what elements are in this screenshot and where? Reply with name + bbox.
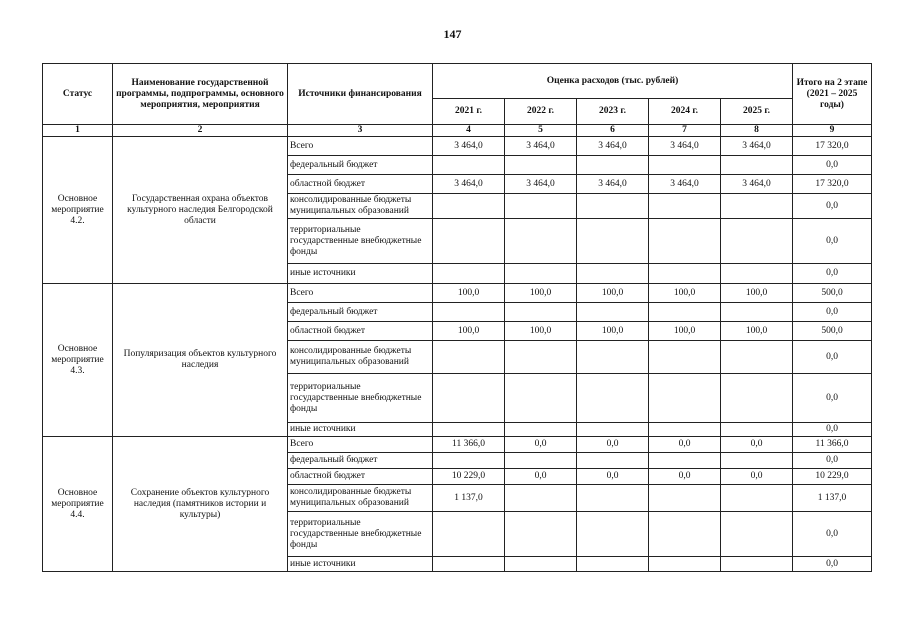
header-year: 2025 г. [721,99,793,125]
year-value-cell [721,453,793,469]
column-number: 5 [505,125,577,137]
funding-source: территориальные государственные внебюджетные фонды [288,219,433,264]
header-row-1 [43,64,872,99]
year-value-cell: 100,0 [649,284,721,303]
year-value-cell [577,453,649,469]
section-status: Основное мероприятие 4.2. [43,137,113,284]
year-value-cell: 0,0 [577,469,649,485]
column-number: 1 [43,125,113,137]
year-value-cell: 0,0 [505,437,577,453]
year-value-cell [721,557,793,572]
total-cell: 11 366,0 [793,437,872,453]
total-cell: 10 229,0 [793,469,872,485]
year-value-cell [649,423,721,437]
total-cell: 0,0 [793,219,872,264]
year-value-cell [721,341,793,374]
year-value-cell [721,156,793,175]
year-value-cell [649,219,721,264]
year-value-cell: 3 464,0 [649,175,721,194]
column-number: 2 [113,125,288,137]
total-cell: 0,0 [793,453,872,469]
year-value-cell [505,341,577,374]
year-value-cell [649,341,721,374]
column-number-row [43,125,872,137]
year-value-cell [577,374,649,423]
funding-source: федеральный бюджет [288,453,433,469]
year-value-cell: 3 464,0 [505,137,577,156]
header-year: 2022 г. [505,99,577,125]
section-status: Основное мероприятие 4.4. [43,437,113,572]
year-value-cell [433,194,505,219]
year-value-cell [577,485,649,512]
section-name: Популяризация объектов культурного наследия [113,284,288,437]
year-value-cell: 0,0 [505,469,577,485]
year-value-cell [577,341,649,374]
year-value-cell [505,557,577,572]
year-value-cell [433,341,505,374]
year-value-cell: 100,0 [721,284,793,303]
total-cell: 17 320,0 [793,137,872,156]
year-value-cell [433,303,505,322]
year-value-cell [577,423,649,437]
total-cell: 0,0 [793,303,872,322]
year-value-cell: 1 137,0 [433,485,505,512]
year-value-cell [505,219,577,264]
table-row [43,137,872,156]
total-cell: 500,0 [793,322,872,341]
funding-source: иные источники [288,423,433,437]
total-cell: 0,0 [793,194,872,219]
year-value-cell [505,423,577,437]
year-value-cell: 3 464,0 [505,175,577,194]
year-value-cell [433,423,505,437]
year-value-cell: 100,0 [505,322,577,341]
table-row [43,284,872,303]
funding-source: консолидированные бюджеты муниципальных образований [288,194,433,219]
total-cell: 0,0 [793,512,872,557]
funding-source: областной бюджет [288,469,433,485]
year-value-cell: 11 366,0 [433,437,505,453]
year-value-cell [649,557,721,572]
column-number: 7 [649,125,721,137]
header-total: Итого на 2 этапе (2021 – 2025 годы) [793,64,872,125]
year-value-cell [433,264,505,284]
year-value-cell [577,557,649,572]
total-cell: 500,0 [793,284,872,303]
funding-source: Всего [288,137,433,156]
year-value-cell [649,512,721,557]
funding-source: иные источники [288,264,433,284]
year-value-cell [433,374,505,423]
funding-source: областной бюджет [288,322,433,341]
total-cell: 0,0 [793,557,872,572]
total-cell: 17 320,0 [793,175,872,194]
header-year: 2023 г. [577,99,649,125]
year-value-cell: 0,0 [577,437,649,453]
total-cell: 0,0 [793,374,872,423]
funding-source: федеральный бюджет [288,156,433,175]
header-estimate: Оценка расходов (тыс. рублей) [433,64,793,99]
year-value-cell [721,194,793,219]
year-value-cell [577,156,649,175]
year-value-cell: 3 464,0 [577,175,649,194]
year-value-cell [577,303,649,322]
year-value-cell: 0,0 [721,437,793,453]
year-value-cell: 100,0 [577,284,649,303]
funding-source: консолидированные бюджеты муниципальных образований [288,341,433,374]
table-body [43,64,872,572]
year-value-cell [433,156,505,175]
year-value-cell [505,303,577,322]
year-value-cell: 3 464,0 [721,137,793,156]
year-value-cell [433,219,505,264]
header-year: 2021 г. [433,99,505,125]
year-value-cell [433,557,505,572]
year-value-cell: 3 464,0 [721,175,793,194]
year-value-cell [721,485,793,512]
year-value-cell [577,264,649,284]
year-value-cell [721,303,793,322]
page-number: 147 [443,27,462,41]
year-value-cell: 100,0 [433,284,505,303]
year-value-cell [577,219,649,264]
year-value-cell [649,485,721,512]
year-value-cell: 100,0 [433,322,505,341]
year-value-cell: 100,0 [649,322,721,341]
year-value-cell [433,512,505,557]
year-value-cell: 3 464,0 [577,137,649,156]
funding-source: федеральный бюджет [288,303,433,322]
header-year: 2024 г. [649,99,721,125]
header-name: Наименование государственной программы, подпрограммы, основного мероприятия, мероприятия [113,64,288,125]
header-status: Статус [43,64,113,125]
section-status: Основное мероприятие 4.3. [43,284,113,437]
year-value-cell: 100,0 [721,322,793,341]
funding-source: иные источники [288,557,433,572]
year-value-cell [505,485,577,512]
column-number: 8 [721,125,793,137]
year-value-cell [721,264,793,284]
total-cell: 0,0 [793,341,872,374]
year-value-cell [577,194,649,219]
year-value-cell: 3 464,0 [433,137,505,156]
year-value-cell: 0,0 [721,469,793,485]
year-value-cell: 100,0 [505,284,577,303]
year-value-cell [505,194,577,219]
year-value-cell [649,194,721,219]
year-value-cell [649,374,721,423]
total-cell: 0,0 [793,264,872,284]
header-source: Источники финансирования [288,64,433,125]
year-value-cell [505,512,577,557]
funding-source: Всего [288,437,433,453]
year-value-cell [505,453,577,469]
column-number: 3 [288,125,433,137]
year-value-cell [721,219,793,264]
year-value-cell [721,423,793,437]
year-value-cell [649,264,721,284]
funding-source: территориальные государственные внебюджетные фонды [288,374,433,423]
year-value-cell [505,264,577,284]
year-value-cell [721,512,793,557]
column-number: 4 [433,125,505,137]
year-value-cell: 100,0 [577,322,649,341]
funding-source: консолидированные бюджеты муниципальных образований [288,485,433,512]
year-value-cell [649,156,721,175]
year-value-cell [505,374,577,423]
funding-source: Всего [288,284,433,303]
column-number: 6 [577,125,649,137]
section-name: Сохранение объектов культурного наследия (памятников истории и культуры) [113,437,288,572]
year-value-cell [649,303,721,322]
year-value-cell: 0,0 [649,469,721,485]
table-row [43,437,872,453]
year-value-cell: 3 464,0 [433,175,505,194]
year-value-cell: 10 229,0 [433,469,505,485]
total-cell: 0,0 [793,423,872,437]
funding-source: территориальные государственные внебюджетные фонды [288,512,433,557]
section-name: Государственная охрана объектов культурного наследия Белгородской области [113,137,288,284]
budget-table [42,63,872,572]
funding-source: областной бюджет [288,175,433,194]
year-value-cell [505,156,577,175]
year-value-cell: 0,0 [649,437,721,453]
year-value-cell [721,374,793,423]
year-value-cell: 3 464,0 [649,137,721,156]
year-value-cell [433,453,505,469]
total-cell: 1 137,0 [793,485,872,512]
total-cell: 0,0 [793,156,872,175]
column-number: 9 [793,125,872,137]
year-value-cell [577,512,649,557]
year-value-cell [649,453,721,469]
